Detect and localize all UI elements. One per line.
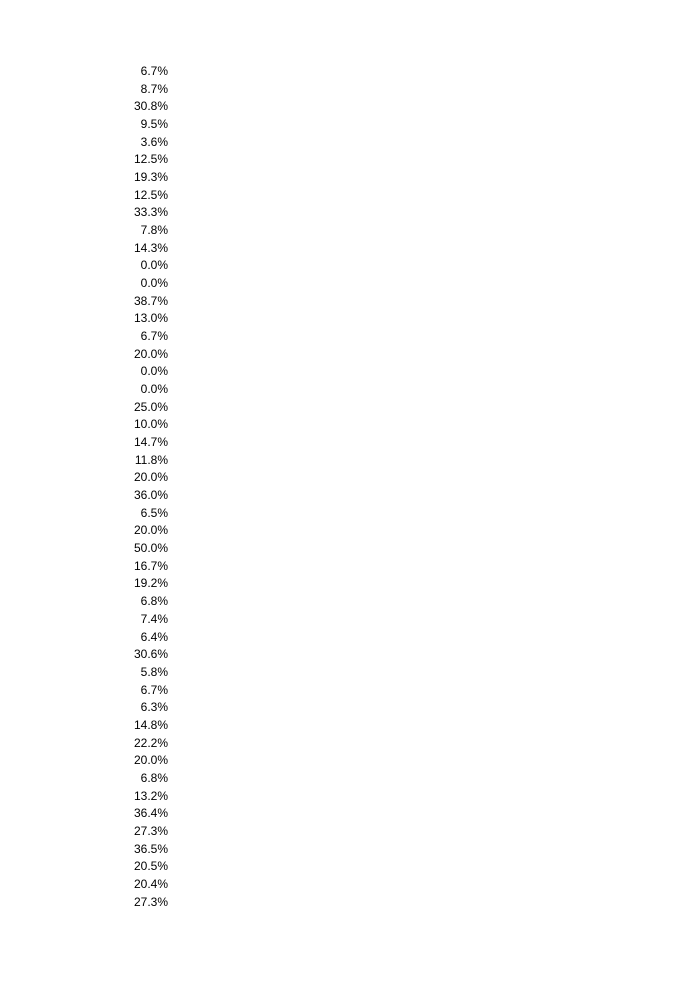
- percentage-cell: 12.5%: [133, 187, 168, 202]
- percentage-cell: 10.0%: [133, 417, 168, 432]
- percentage-column: [100, 63, 168, 911]
- percentage-cell: 6.8%: [140, 594, 168, 609]
- percentage-cell: 6.4%: [140, 629, 168, 644]
- percentage-cell: 33.3%: [133, 205, 168, 220]
- percentage-cell: 9.5%: [140, 117, 168, 132]
- percentage-cell: 14.3%: [133, 240, 168, 255]
- percentage-cell: 50.0%: [133, 541, 168, 556]
- percentage-cell: 6.8%: [140, 770, 168, 785]
- percentage-cell: 5.8%: [140, 664, 168, 679]
- percentage-cell: 20.4%: [133, 876, 168, 891]
- percentage-cell: 7.8%: [140, 223, 168, 238]
- percentage-cell: 38.7%: [133, 293, 168, 308]
- percentage-cell: 6.5%: [140, 505, 168, 520]
- percentage-cell: 0.0%: [140, 382, 168, 397]
- percentage-cell: 20.0%: [133, 346, 168, 361]
- percentage-cell: 11.8%: [134, 452, 168, 467]
- percentage-cell: 30.8%: [133, 99, 168, 114]
- percentage-cell: 0.0%: [140, 258, 168, 273]
- percentage-cell: 36.0%: [133, 488, 168, 503]
- percentage-cell: 6.7%: [140, 329, 168, 344]
- percentage-cell: 20.0%: [133, 470, 168, 485]
- percentage-cell: 20.0%: [133, 523, 168, 538]
- percentage-cell: 25.0%: [133, 399, 168, 414]
- percentage-cell: 27.3%: [133, 894, 168, 909]
- percentage-cell: 20.5%: [133, 859, 168, 874]
- percentage-cell: 16.7%: [133, 558, 168, 573]
- percentage-cell: 36.5%: [133, 841, 168, 856]
- percentage-cell: 19.3%: [133, 170, 168, 185]
- percentage-cell: 0.0%: [140, 276, 168, 291]
- percentage-cell: 13.0%: [133, 311, 168, 326]
- percentage-cell: 8.7%: [140, 81, 168, 96]
- percentage-cell: 0.0%: [140, 364, 168, 379]
- percentage-cell: 6.3%: [140, 700, 168, 715]
- percentage-cell: 14.8%: [133, 717, 168, 732]
- percentage-cell: 3.6%: [140, 134, 168, 149]
- percentage-cell: 6.7%: [140, 682, 168, 697]
- percentage-cell: 13.2%: [133, 788, 168, 803]
- percentage-cell: 14.7%: [133, 435, 168, 450]
- percentage-cell: 22.2%: [133, 735, 168, 750]
- percentage-cell: 6.7%: [140, 64, 168, 78]
- percentage-cell: 19.2%: [133, 576, 168, 591]
- percentage-cell: 20.0%: [133, 753, 168, 768]
- percentage-cell: 12.5%: [133, 152, 168, 167]
- percentage-cell: 36.4%: [133, 806, 168, 821]
- percentage-cell: 7.4%: [140, 611, 168, 626]
- percentage-cell: 27.3%: [133, 823, 168, 838]
- percentage-cell: 30.6%: [133, 647, 168, 662]
